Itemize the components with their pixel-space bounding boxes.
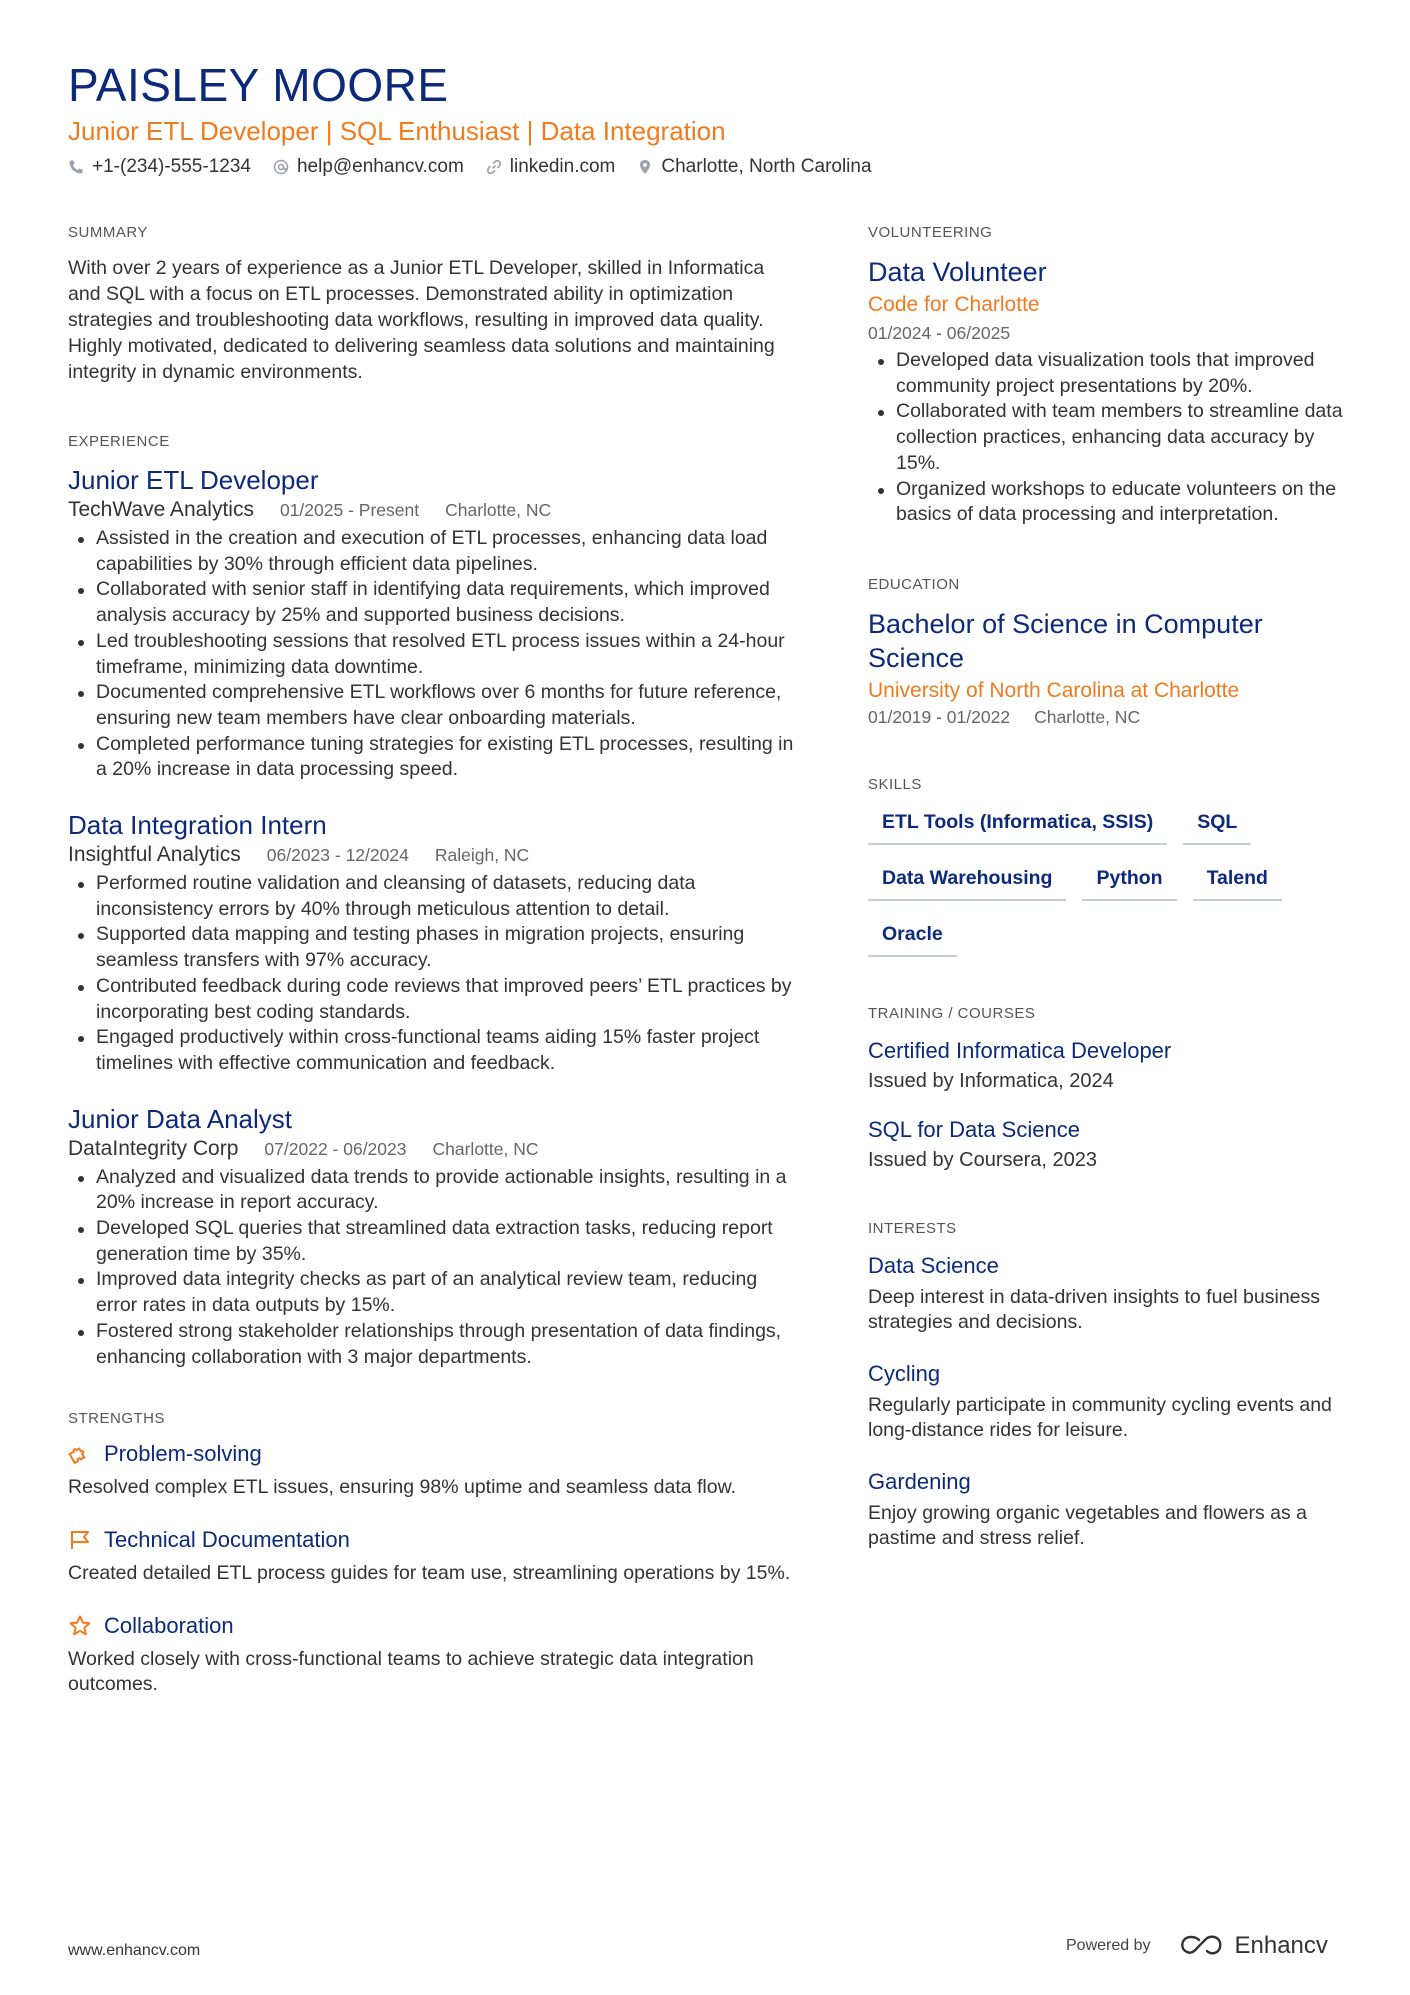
strength-head [68,1441,798,1467]
section-title-education: EDUCATION [868,575,960,593]
enhancv-logo-icon [1179,1934,1225,1958]
job-location: Charlotte, NC [445,500,552,520]
job-title: Data Integration Intern [68,810,327,841]
job-bullets [68,526,798,783]
flag-icon [68,1528,92,1552]
section-title-strengths: STRENGTHS [68,1410,166,1428]
contact-email[interactable] [273,156,464,178]
strength-desc: Created detailed ETL process guides for team use, streamlining operations by 15%. [68,1561,791,1584]
job-entry [68,1103,798,1371]
job-entry [68,809,798,1077]
bullet-item: Collaborated with team members to streamline data collection practices, enhancing data accuracy by 15%. [868,399,1348,476]
education-location: Charlotte, NC [1034,706,1141,727]
job-title: Junior ETL Developer [68,465,319,495]
phone-icon [68,159,84,175]
link-icon [486,159,502,175]
strength-item [68,1527,798,1587]
bullet-item: Assisted in the creation and execution of ETL processes, enhancing data load capabilities by 30% through efficient data pipelines. [68,526,798,577]
summary-section [68,224,798,385]
skill-tag: Talend [1193,863,1282,901]
section-title-experience: EXPERIENCE [68,433,170,450]
interest-desc: Regularly participate in community cycling events and long-distance rides for leisure. [868,1393,1332,1441]
footer-branding [1066,1932,1328,1960]
bullet-item: Completed performance tuning strategies for existing ETL processes, resulting in a 20% increase in data processing speed. [68,732,798,783]
phone-text: +1-(234)-555-1234 [92,156,251,177]
interest-item [868,1251,1348,1335]
strengths-section [68,1410,798,1698]
bullet-item: Developed SQL queries that streamlined data extraction tasks, reducing report generation time by 35%. [68,1216,798,1267]
job-entry [68,464,798,783]
experience-section [68,433,798,1370]
strength-head [68,1527,798,1553]
company-name: Insightful Analytics [68,843,241,867]
volunteering-section [868,224,1348,528]
course-title: Certified Informatica Developer [868,1037,1172,1063]
education-meta [868,707,1348,728]
powered-by-text: Powered by [1066,1937,1151,1954]
interest-desc: Deep interest in data-driven insights to fuel business strategies and decisions. [868,1285,1321,1333]
degree: Bachelor of Science in Computer Science [868,608,1263,673]
interest-title: Gardening [868,1468,971,1494]
strength-desc: Worked closely with cross-functional teams to achieve strategic data integration outcomes. [68,1647,754,1696]
strength-item [68,1441,798,1501]
section-title-skills: SKILLS [868,775,922,793]
section-title-training: TRAINING / COURSES [868,1004,1036,1022]
volunteer-role: Data Volunteer [868,257,1047,287]
bullet-item: Performed routine validation and cleansing of datasets, reducing data inconsistency errors by 40% through meticulous attention to detail. [68,871,798,922]
volunteer-bullets [868,348,1348,528]
job-meta [68,498,798,522]
interest-title: Data Science [868,1252,999,1278]
volunteer-org: Code for Charlotte [868,293,1040,316]
interest-title: Cycling [868,1360,941,1386]
contact-bar [68,156,872,178]
strength-title: Technical Documentation [104,1526,350,1552]
interests-section [868,1220,1348,1551]
star-icon [68,1614,92,1638]
skill-tag: SQL [1183,807,1251,845]
right-column [868,224,1348,1599]
education-section [868,576,1348,728]
course-item [868,1036,1348,1093]
strength-head [68,1613,798,1639]
course-item [868,1115,1348,1172]
job-location: Raleigh, NC [434,845,530,866]
section-title-interests: INTERESTS [868,1219,957,1237]
strength-desc: Resolved complex ETL issues, ensuring 98% uptime and seamless data flow. [68,1476,737,1499]
bullet-item: Improved data integrity checks as part of an analytical review team, reducing error rates in data outputs by 15%. [68,1267,798,1318]
job-dates: 01/2025 - Present [279,500,420,520]
training-section [868,1005,1348,1172]
course-title: SQL for Data Science [868,1116,1080,1142]
interest-desc: Enjoy growing organic vegetables and flowers as a pastime and stress relief. [868,1501,1308,1549]
interest-item [868,1359,1348,1443]
school: University of North Carolina at Charlotte [868,678,1240,702]
bullet-item: Analyzed and visualized data trends to provide actionable insights, resulting in a 20% increase in report accuracy. [68,1165,798,1216]
strength-title: Problem-solving [104,1441,262,1467]
headline: Junior ETL Developer | SQL Enthusiast | Data Integration [68,116,726,146]
company-name: TechWave Analytics [68,498,254,521]
contact-phone[interactable] [68,156,251,178]
left-column [68,224,798,1746]
skill-tag: Oracle [868,919,957,957]
skills-list [868,807,1348,957]
bullet-item: Organized workshops to educate volunteers on the basics of data processing and interpretation. [868,477,1348,528]
education-dates: 01/2019 - 01/2022 [868,706,1011,727]
brand-name: Enhancv [1234,1932,1328,1959]
email-text: help@enhancv.com [296,156,464,177]
puzzle-icon [68,1442,92,1466]
job-title: Junior Data Analyst [68,1103,293,1134]
course-desc: Issued by Coursera, 2023 [868,1148,1098,1171]
location-pin-icon [637,159,653,175]
bullet-item: Fostered strong stakeholder relationships through presentation of data findings, enhancing collaboration with 3 major departments. [68,1319,798,1370]
contact-location [637,156,871,178]
strength-item [68,1613,798,1698]
bullet-item: Collaborated with senior staff in identifying data requirements, which improved analysis accuracy by 25% and supported business decisions. [68,577,798,628]
job-meta [68,1137,798,1161]
bullet-item: Developed data visualization tools that improved community project presentations by 20%. [868,348,1348,399]
company-name: DataIntegrity Corp [68,1136,239,1160]
section-title-volunteering: VOLUNTEERING [868,224,993,241]
job-bullets [68,1165,798,1371]
job-dates: 07/2022 - 06/2023 [264,1138,407,1159]
bullet-item: Contributed feedback during code reviews that improved peers’ ETL practices by incorporating best coding standards. [68,974,798,1025]
summary-text: With over 2 years of experience as a Junior ETL Developer, skilled in Informatica and SQL with a focus on ETL processes. Demonstrated ability in optimization strategies and troubleshooting data workflows, resulting in improved data quality. Highly motivated, dedicated to delivering seamless data solutions and maintaining integrity in dynamic environments. [68,257,775,383]
skill-tag: ETL Tools (Informatica, SSIS) [868,807,1167,845]
skill-tag: Data Warehousing [868,863,1066,901]
section-title-summary: SUMMARY [68,224,148,241]
bullet-item: Supported data mapping and testing phases in migration projects, ensuring seamless transfers with 97% accuracy. [68,922,798,973]
skills-section [868,776,1348,957]
bullet-item: Engaged productively within cross-functional teams aiding 15% faster project timelines with effective communication and feedback. [68,1025,798,1076]
at-icon [273,159,289,175]
contact-linkedin[interactable] [486,156,616,178]
job-dates: 06/2023 - 12/2024 [266,845,409,866]
skill-tag: Python [1082,863,1176,901]
course-desc: Issued by Informatica, 2024 [868,1069,1114,1092]
candidate-name: PAISLEY MOORE [68,59,449,111]
bullet-item: Led troubleshooting sessions that resolved ETL process issues within a 24-hour timeframe, minimizing data downtime. [68,629,798,680]
interest-item [868,1467,1348,1551]
location-text: Charlotte, North Carolina [661,156,872,177]
enhancv-logo[interactable] [1179,1932,1328,1960]
job-location: Charlotte, NC [432,1138,539,1159]
job-meta [68,843,798,867]
job-bullets [68,871,798,1077]
strength-title: Collaboration [104,1612,234,1638]
linkedin-text: linkedin.com [509,156,616,177]
bullet-item: Documented comprehensive ETL workflows over 6 months for future reference, ensuring new team members have clear onboarding materials. [68,680,798,731]
volunteer-dates: 01/2024 - 06/2025 [868,323,1011,343]
footer-website[interactable]: www.enhancv.com [68,1942,201,1959]
